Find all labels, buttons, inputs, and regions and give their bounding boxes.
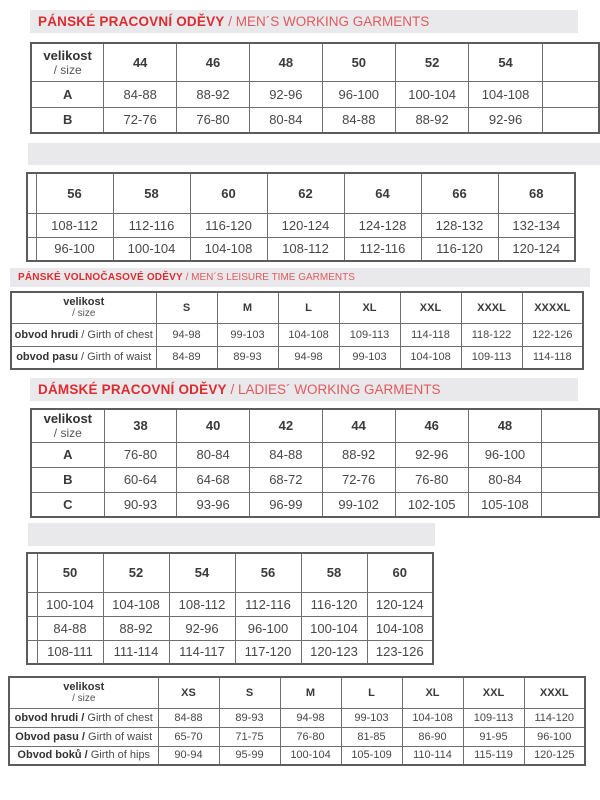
size-column-header: 60: [367, 553, 433, 592]
ladies-working-sizes-table-part1: [30, 408, 600, 518]
size-range-cell: 90-94: [158, 746, 219, 765]
row-label: [31, 442, 104, 467]
row-label-english: Girth of chest: [84, 711, 153, 724]
size-range-cell: 120-123: [301, 640, 367, 664]
size-range-cell: 99-102: [322, 492, 395, 517]
corner-label-english: / size: [72, 308, 96, 320]
size-table: [10, 291, 584, 370]
clipped-column-stub: [542, 43, 599, 81]
corner-label-english: / size: [53, 62, 82, 77]
size-range-cell: 104-108: [103, 592, 169, 616]
size-range-cell: 88-92: [177, 81, 250, 107]
size-range-cell: 84-88: [37, 616, 103, 640]
size-range-cell: 108-112: [169, 592, 235, 616]
row-label: [11, 323, 156, 346]
size-range-cell: 92-96: [169, 616, 235, 640]
size-range-cell: 112-116: [235, 592, 301, 616]
clipped-column-stub: [27, 237, 36, 261]
size-table: [30, 42, 600, 134]
clipped-column-stub: [542, 81, 599, 107]
size-range-cell: 114-120: [524, 708, 585, 727]
size-range-cell: 89-93: [217, 346, 278, 369]
size-range-cell: 116-120: [421, 237, 498, 261]
size-range-cell: 91-95: [463, 727, 524, 746]
size-range-cell: 104-108: [402, 708, 463, 727]
size-range-cell: 120-124: [498, 237, 575, 261]
size-column-header: 46: [395, 409, 468, 442]
size-range-cell: 93-96: [177, 492, 250, 517]
corner-cell-velikost-size: [31, 409, 104, 442]
ladies-working-sizes-table-part2: [26, 552, 434, 665]
size-range-cell: 96-100: [524, 727, 585, 746]
ladies-working-title-czech: DÁMSKÉ PRACOVNÍ ODĚVY: [38, 382, 227, 397]
row-label: [31, 467, 104, 492]
size-column-header: 44: [322, 409, 395, 442]
row-label: [31, 492, 104, 517]
size-range-cell: 80-84: [249, 107, 322, 133]
size-range-cell: 112-116: [344, 237, 421, 261]
size-range-cell: 109-113: [463, 708, 524, 727]
mens-working-sizes-table-part1: [30, 42, 600, 134]
size-range-cell: 94-98: [156, 323, 217, 346]
size-range-cell: 71-75: [219, 727, 280, 746]
size-range-cell: 92-96: [469, 107, 542, 133]
separator-bar: [28, 523, 435, 546]
row-label: [9, 708, 158, 727]
size-range-cell: 68-72: [249, 467, 322, 492]
size-range-cell: 72-76: [322, 467, 395, 492]
size-column-header: XXL: [400, 292, 461, 323]
size-column-header: 50: [37, 553, 103, 592]
size-range-cell: 88-92: [103, 616, 169, 640]
corner-cell-velikost-size: [11, 292, 156, 323]
size-column-header: 62: [267, 173, 344, 213]
size-column-header: 56: [235, 553, 301, 592]
size-column-header: M: [217, 292, 278, 323]
row-label-czech: B: [63, 472, 73, 487]
ladies-working-title-bar: [30, 378, 578, 401]
row-label-czech: Obvod boků /: [17, 749, 88, 762]
size-table: [26, 552, 434, 665]
size-column-header: 48: [249, 43, 322, 81]
size-range-cell: 65-70: [158, 727, 219, 746]
corner-cell-velikost-size: [31, 43, 104, 81]
row-label: [31, 107, 104, 133]
size-column-header: M: [280, 677, 341, 708]
size-column-header: L: [278, 292, 339, 323]
row-label-english: / Girth of chest: [78, 328, 153, 341]
size-range-cell: 96-100: [468, 442, 541, 467]
row-label: [31, 81, 104, 107]
size-column-header: 60: [190, 173, 267, 213]
size-range-cell: 80-84: [177, 442, 250, 467]
size-column-header: 48: [468, 409, 541, 442]
size-column-header: XS: [158, 677, 219, 708]
size-range-cell: 84-88: [322, 107, 395, 133]
clipped-column-stub: [542, 409, 599, 442]
mens-working-title-english: / MEN´S WORKING GARMENTS: [224, 14, 430, 29]
mens-leisure-title-english: / MEN´S LEISURE TIME GARMENTS: [182, 272, 355, 283]
clipped-column-stub: [27, 592, 37, 616]
size-range-cell: 124-128: [344, 213, 421, 237]
size-range-cell: 116-120: [301, 592, 367, 616]
clipped-column-stub: [27, 616, 37, 640]
size-column-header: 64: [344, 173, 421, 213]
size-range-cell: 115-119: [463, 746, 524, 765]
row-label-czech: B: [62, 112, 73, 128]
size-range-cell: 96-100: [235, 616, 301, 640]
clipped-column-stub: [542, 107, 599, 133]
size-column-header: 42: [249, 409, 322, 442]
size-range-cell: 104-108: [278, 323, 339, 346]
size-column-header: 52: [103, 553, 169, 592]
size-range-cell: 90-93: [104, 492, 177, 517]
corner-label-english: / size: [53, 426, 82, 441]
clipped-column-stub: [27, 640, 37, 664]
mens-leisure-title-bar: [10, 268, 590, 287]
size-range-cell: 96-100: [322, 81, 395, 107]
size-range-cell: 122-126: [522, 323, 583, 346]
size-range-cell: 84-88: [249, 442, 322, 467]
row-label-english: / Girth of waist: [77, 351, 152, 364]
size-range-cell: 96-100: [36, 237, 113, 261]
size-range-cell: 123-126: [367, 640, 433, 664]
size-column-header: 44: [104, 43, 177, 81]
size-column-header: L: [341, 677, 402, 708]
size-range-cell: 120-124: [267, 213, 344, 237]
size-range-cell: 95-99: [219, 746, 280, 765]
size-range-cell: 76-80: [280, 727, 341, 746]
size-range-cell: 86-90: [402, 727, 463, 746]
row-label-english: Girth of hips: [87, 749, 151, 762]
size-column-header: XXXL: [461, 292, 522, 323]
size-table: [30, 408, 600, 518]
row-label-czech: obvod hrudi /: [14, 711, 85, 724]
size-range-cell: 111-114: [103, 640, 169, 664]
size-range-cell: 114-118: [400, 323, 461, 346]
mens-leisure-sizes-table: [10, 291, 584, 370]
row-label-english: Girth of waist: [84, 730, 153, 743]
size-range-cell: 72-76: [104, 107, 177, 133]
size-range-cell: 99-103: [341, 708, 402, 727]
size-range-cell: 104-108: [469, 81, 542, 107]
size-range-cell: 132-134: [498, 213, 575, 237]
size-range-cell: 128-132: [421, 213, 498, 237]
row-label: [9, 727, 158, 746]
size-range-cell: 76-80: [104, 442, 177, 467]
size-column-header: 68: [498, 173, 575, 213]
size-range-cell: 105-109: [341, 746, 402, 765]
size-range-cell: 92-96: [249, 81, 322, 107]
size-range-cell: 84-89: [156, 346, 217, 369]
size-range-cell: 99-103: [217, 323, 278, 346]
size-range-cell: 104-108: [400, 346, 461, 369]
size-range-cell: 76-80: [177, 107, 250, 133]
size-range-cell: 104-108: [367, 616, 433, 640]
clipped-column-stub: [542, 467, 599, 492]
size-range-cell: 120-124: [367, 592, 433, 616]
size-range-cell: 99-103: [339, 346, 400, 369]
size-column-header: S: [219, 677, 280, 708]
size-column-header: 54: [469, 43, 542, 81]
size-range-cell: 110-114: [402, 746, 463, 765]
size-range-cell: 84-88: [104, 81, 177, 107]
row-label-czech: A: [63, 447, 73, 462]
size-column-header: 40: [177, 409, 250, 442]
corner-label-czech: velikost: [43, 411, 93, 427]
size-range-cell: 88-92: [322, 442, 395, 467]
size-range-cell: 114-117: [169, 640, 235, 664]
row-label-czech: Obvod pasu /: [15, 730, 85, 743]
size-column-header: 46: [177, 43, 250, 81]
size-column-header: XL: [402, 677, 463, 708]
mens-working-title-bar: [30, 10, 578, 33]
size-range-cell: 105-108: [468, 492, 541, 517]
row-label-czech: A: [62, 86, 73, 102]
mens-working-sizes-table-part2: [26, 172, 576, 262]
size-range-cell: 108-112: [36, 213, 113, 237]
clipped-column-stub: [27, 173, 36, 213]
size-range-cell: 100-104: [395, 81, 468, 107]
size-range-cell: 100-104: [113, 237, 190, 261]
row-label-czech: C: [63, 496, 73, 512]
size-column-header: XXXL: [524, 677, 585, 708]
size-range-cell: 117-120: [235, 640, 301, 664]
corner-label-czech: velikost: [63, 296, 105, 309]
size-column-header: 50: [322, 43, 395, 81]
mens-leisure-title-czech: PÁNSKÉ VOLNOČASOVÉ ODĚVY: [18, 272, 183, 283]
ladies-measurements-table: [8, 676, 586, 766]
clipped-column-stub: [27, 553, 37, 592]
size-range-cell: 108-111: [37, 640, 103, 664]
size-range-cell: 100-104: [301, 616, 367, 640]
size-range-cell: 88-92: [395, 107, 468, 133]
size-range-cell: 96-99: [249, 492, 322, 517]
size-range-cell: 84-88: [158, 708, 219, 727]
size-column-header: 54: [169, 553, 235, 592]
size-range-cell: 100-104: [37, 592, 103, 616]
row-label: [9, 746, 158, 765]
size-range-cell: 76-80: [395, 467, 468, 492]
corner-cell-velikost-size: [9, 677, 158, 708]
size-range-cell: 108-112: [267, 237, 344, 261]
size-range-cell: 109-113: [461, 346, 522, 369]
size-column-header: S: [156, 292, 217, 323]
size-range-cell: 92-96: [395, 442, 468, 467]
size-column-header: 38: [104, 409, 177, 442]
size-range-cell: 100-104: [280, 746, 341, 765]
size-range-cell: 94-98: [278, 346, 339, 369]
corner-label-english: / size: [72, 693, 96, 705]
size-column-header: XXXXL: [522, 292, 583, 323]
mens-working-title-czech: PÁNSKÉ PRACOVNÍ ODĚVY: [38, 14, 225, 29]
size-range-cell: 112-116: [113, 213, 190, 237]
size-range-cell: 94-98: [280, 708, 341, 727]
size-range-cell: 60-64: [104, 467, 177, 492]
size-range-cell: 102-105: [395, 492, 468, 517]
ladies-working-title-english: / LADIES´ WORKING GARMENTS: [226, 382, 441, 397]
size-range-cell: 118-122: [461, 323, 522, 346]
size-column-header: 66: [421, 173, 498, 213]
size-column-header: XL: [339, 292, 400, 323]
separator-bar: [28, 143, 600, 165]
corner-label-czech: velikost: [43, 47, 92, 63]
clipped-column-stub: [542, 492, 599, 517]
size-column-header: 58: [113, 173, 190, 213]
size-range-cell: 81-85: [341, 727, 402, 746]
size-range-cell: 64-68: [177, 467, 250, 492]
size-column-header: 58: [301, 553, 367, 592]
clipped-column-stub: [542, 442, 599, 467]
size-column-header: 56: [36, 173, 113, 213]
size-range-cell: 104-108: [190, 237, 267, 261]
size-range-cell: 116-120: [190, 213, 267, 237]
row-label-czech: obvod pasu: [16, 351, 78, 364]
size-range-cell: 109-113: [339, 323, 400, 346]
row-label: [11, 346, 156, 369]
size-column-header: 52: [395, 43, 468, 81]
corner-label-czech: velikost: [63, 681, 105, 694]
size-range-cell: 80-84: [468, 467, 541, 492]
size-table: [8, 676, 586, 766]
size-table: [26, 172, 576, 262]
size-range-cell: 114-118: [522, 346, 583, 369]
row-label-czech: obvod hrudi: [14, 328, 79, 341]
size-range-cell: 89-93: [219, 708, 280, 727]
size-range-cell: 120-125: [524, 746, 585, 765]
size-column-header: XXL: [463, 677, 524, 708]
clipped-column-stub: [27, 213, 36, 237]
